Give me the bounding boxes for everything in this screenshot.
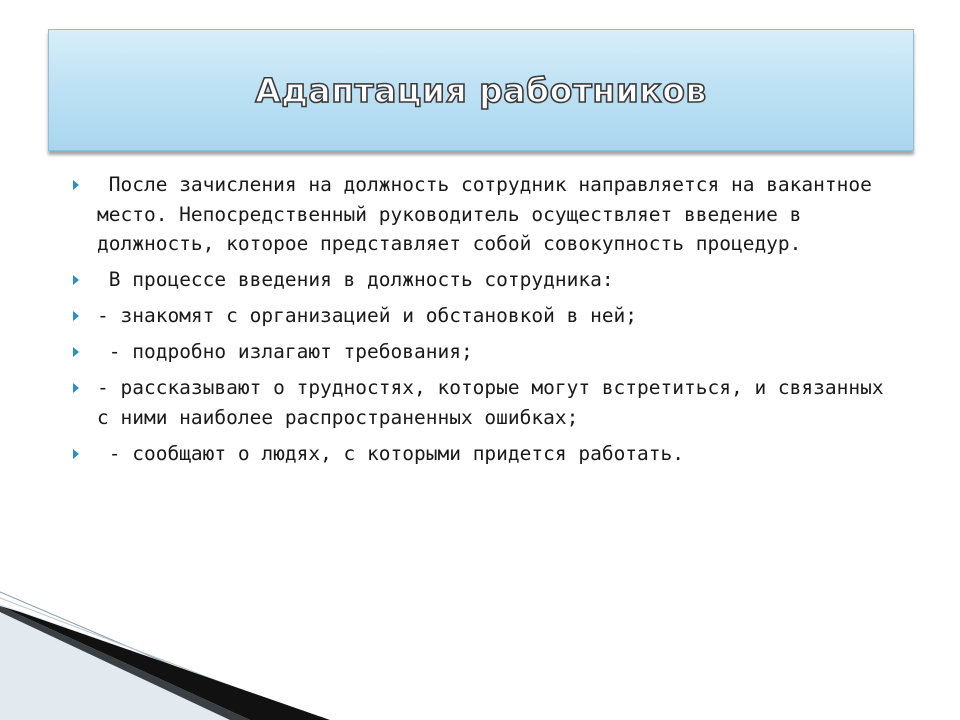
list-item (72, 439, 892, 469)
corner-decoration (0, 590, 960, 720)
list-item-text: После зачисления на должность сотрудник направляется на вакантное место. Непосредственный руководитель осуществляет введение в должность, которое представляет собой совокупность процедур. (97, 173, 884, 255)
list-item (72, 373, 896, 432)
slide-title: Адаптация работников (255, 70, 707, 110)
list-item (72, 301, 892, 331)
triangle-right-icon (73, 275, 79, 285)
list-item-text: - подробно излагают требования; (97, 340, 473, 363)
triangle-right-icon (73, 347, 79, 357)
bullet-list (72, 170, 896, 475)
triangle-right-icon (73, 449, 79, 459)
list-item-text: - знакомят с организацией и обстановкой в ней; (97, 304, 638, 327)
triangle-right-icon (73, 383, 79, 393)
list-item-text: В процессе введения в должность сотрудника: (97, 268, 614, 291)
list-item-text: - рассказывают о трудностях, которые могут встретиться, и связанных с ними наиболее распространенных ошибках; (97, 376, 896, 429)
list-item (72, 265, 892, 295)
triangle-right-icon (73, 180, 79, 190)
title-banner (48, 29, 914, 151)
list-item (72, 170, 892, 259)
list-item-text: - сообщают о людях, с которыми придется работать. (97, 441, 685, 465)
triangle-right-icon (73, 311, 79, 321)
list-item (72, 337, 892, 367)
